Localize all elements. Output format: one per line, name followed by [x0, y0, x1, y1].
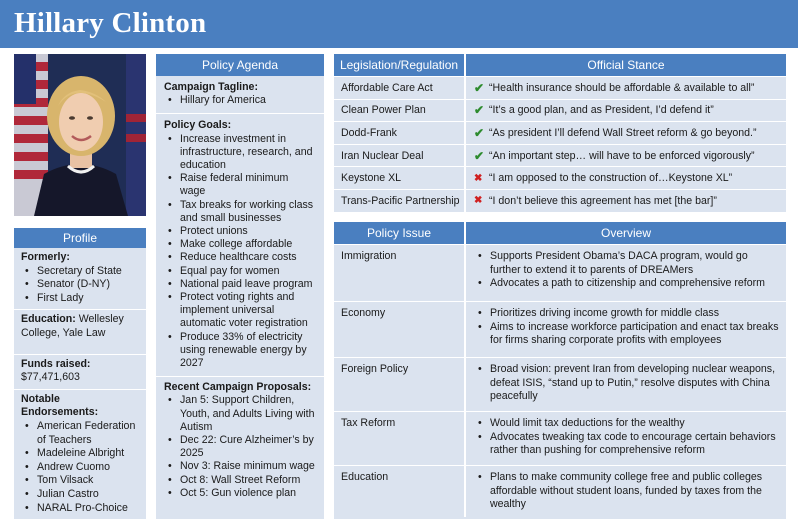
list-item: • Advocates tweaking tax code to encourage certain behaviors rather than pushing for comprehensive reform: [472, 431, 780, 458]
check-icon: ✔: [474, 103, 485, 118]
list-item: • American Federation of Teachers: [21, 420, 139, 447]
list-item: • Julian Castro: [21, 488, 139, 502]
issue-name: Immigration: [334, 245, 466, 301]
list-item: • Plans to make community college free and public colleges affordable without student loans, funded by taxes from the wealthy: [472, 471, 780, 512]
table-row: [334, 76, 786, 99]
list-item: • Nov 3: Raise minimum wage: [164, 460, 316, 473]
list-item: • Hillary for America: [164, 94, 316, 107]
issue-name: Tax Reform: [334, 412, 466, 465]
list-item: • Dec 22: Cure Alzheimer’s by 2025: [164, 434, 316, 460]
list-item: • Secretary of State: [21, 265, 139, 279]
table-row: [334, 357, 786, 411]
funds-value: $77,471,603: [21, 371, 80, 384]
goals-label: Policy Goals:: [164, 119, 232, 132]
issue-name: Education: [334, 466, 466, 517]
list-item: • Aims to increase workforce participation and enact tax breaks for firms sharing corporate profits with employees: [472, 321, 780, 348]
stance-text: “Health insurance should be affordable & available to all”: [489, 81, 755, 94]
education-label: Education:: [21, 313, 76, 326]
stance-text: “As president I’ll defend Wall Street reform & go beyond.”: [489, 126, 757, 139]
title-bar: [0, 0, 798, 48]
list-item: • Raise federal minimum wage: [164, 172, 316, 198]
table-row: [334, 99, 786, 122]
table-row: [334, 411, 786, 465]
stance-text: “An important step… will have to be enforced vigorously”: [489, 149, 755, 162]
list-item: • National paid leave program: [164, 278, 316, 291]
legislation-name: Clean Power Plan: [334, 100, 466, 122]
formerly-label: Formerly:: [21, 251, 70, 263]
list-item: • Tom Vilsack: [21, 474, 139, 488]
cross-icon: ✖: [474, 172, 483, 184]
list-item: • Equal pay for women: [164, 265, 316, 278]
check-icon: ✔: [474, 148, 485, 163]
check-icon: ✔: [474, 80, 485, 95]
table-row: [334, 301, 786, 357]
profile-header: Profile: [14, 228, 146, 248]
issue-name: Economy: [334, 302, 466, 357]
issue-name: Foreign Policy: [334, 358, 466, 411]
list-item: • Advocates a path to citizenship and comprehensive reform: [472, 277, 780, 291]
table-row: [334, 189, 786, 212]
list-item: • Broad vision: prevent Iran from developing nuclear weapons, defeat ISIS, “stand up to Putin,” resolve disputes with China peacefully: [472, 363, 780, 404]
profile-panel: [14, 228, 146, 519]
funds-label: Funds raised:: [21, 357, 91, 370]
table-row: [334, 144, 786, 167]
legislation-table: [334, 54, 786, 212]
legislation-name: Affordable Care Act: [334, 77, 466, 99]
cross-icon: ✖: [474, 195, 483, 207]
stance-col-header: Official Stance: [466, 54, 786, 76]
candidate-photo: [14, 54, 146, 216]
check-icon: ✔: [474, 125, 485, 140]
legislation-name: Trans-Pacific Partnership: [334, 190, 466, 212]
policy-issue-table: [334, 222, 786, 519]
list-item: • Oct 8: Wall Street Reform: [164, 474, 316, 487]
tagline-label: Campaign Tagline:: [164, 81, 258, 93]
list-item: • Senator (D-NY): [21, 278, 139, 292]
list-item: • Oct 5: Gun violence plan: [164, 487, 316, 500]
list-item: • Prioritizes driving income growth for middle class: [472, 307, 780, 321]
list-item: • Supports President Obama’s DACA program, would go further to extend it to parents of DREAMers: [472, 250, 780, 277]
legislation-name: Dodd-Frank: [334, 122, 466, 144]
legislation-name: Keystone XL: [334, 167, 466, 189]
stance-text: “I am opposed to the construction of…Keystone XL”: [489, 172, 733, 185]
list-item: • Jan 5: Support Children, Youth, and Adults Living with Autism: [164, 394, 316, 434]
list-item: • Protect voting rights and implement universal automatic voter registration: [164, 291, 316, 331]
policy-agenda-header: Policy Agenda: [156, 54, 324, 76]
list-item: • Andrew Cuomo: [21, 461, 139, 475]
list-item: • First Lady: [21, 292, 139, 306]
legislation-col-header: Legislation/Regulation: [334, 54, 466, 76]
table-row: [334, 121, 786, 144]
issue-col-header: Policy Issue: [334, 222, 466, 244]
legislation-name: Iran Nuclear Deal: [334, 145, 466, 167]
page-title: Hillary Clinton: [14, 7, 207, 39]
table-row: [334, 465, 786, 517]
list-item: • NARAL Pro-Choice: [21, 502, 139, 516]
policy-agenda-panel: [156, 54, 324, 519]
overview-col-header: Overview: [466, 222, 786, 244]
table-row: [334, 244, 786, 301]
stance-text: “I don’t believe this agreement has met [the bar]”: [489, 194, 717, 207]
education-block: [21, 313, 139, 340]
list-item: • Increase investment in infrastructure, research, and education: [164, 133, 316, 173]
list-item: • Tax breaks for working class and small businesses: [164, 199, 316, 225]
education-value: Wellesley College, Yale Law: [21, 313, 124, 339]
list-item: • Madeleine Albright: [21, 447, 139, 461]
proposals-label: Recent Campaign Proposals:: [164, 381, 312, 394]
list-item: • Reduce healthcare costs: [164, 251, 316, 264]
list-item: • Protect unions: [164, 225, 316, 238]
table-row: [334, 166, 786, 189]
list-item: • Make college affordable: [164, 238, 316, 251]
endorsements-label: Notable Endorsements:: [21, 392, 99, 419]
stance-text: “It’s a good plan, and as President, I’d defend it”: [489, 104, 714, 117]
list-item: • Produce 33% of electricity using renewable energy by 2027: [164, 331, 316, 371]
list-item: • Would limit tax deductions for the wealthy: [472, 417, 780, 431]
